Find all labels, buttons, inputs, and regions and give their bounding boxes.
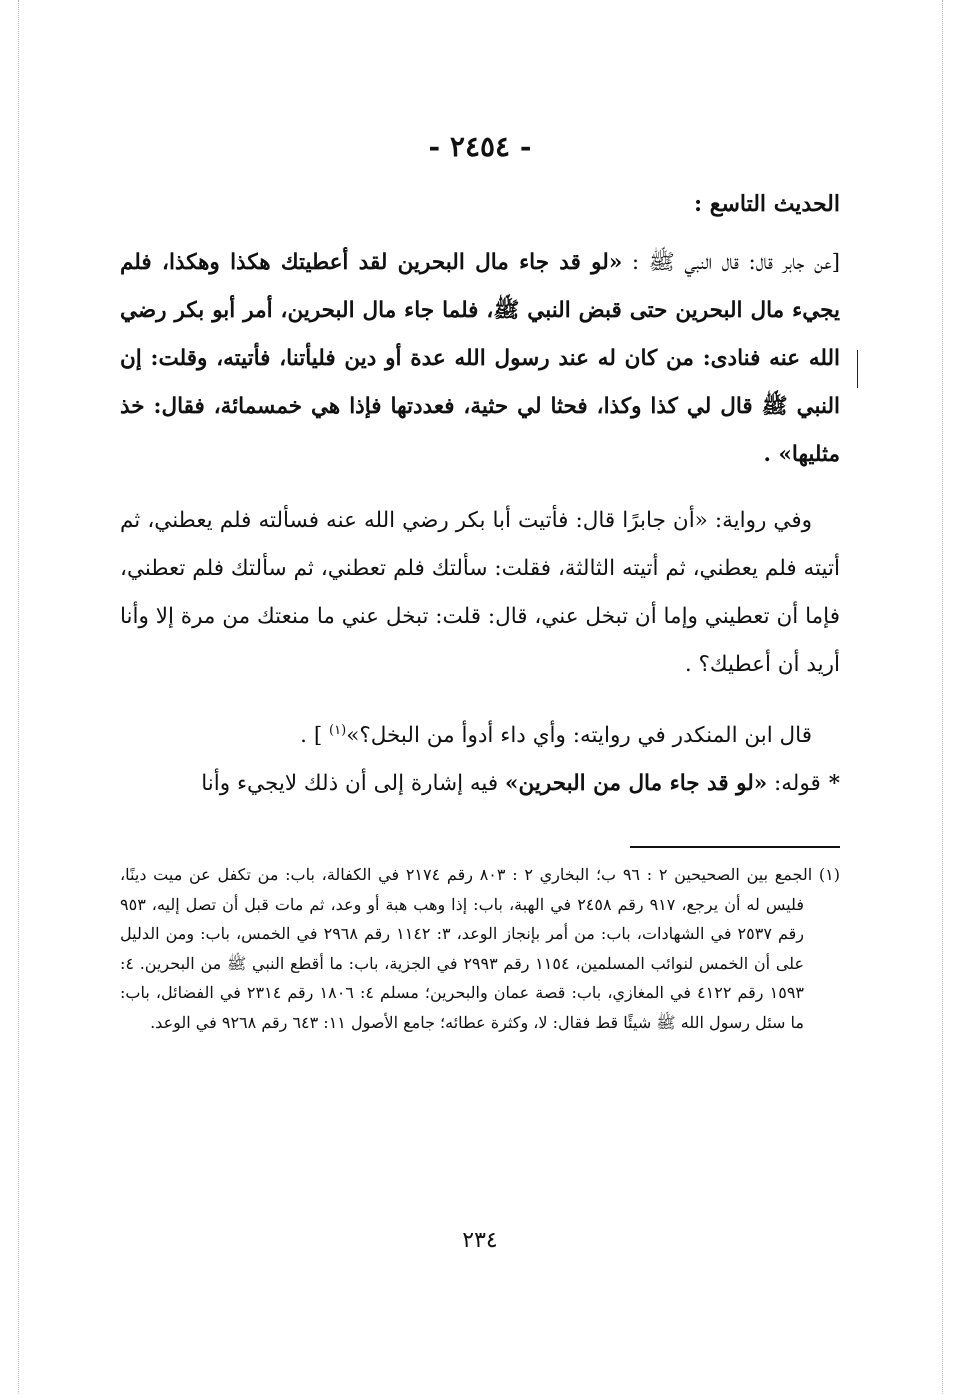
commentary-rest: فيه إشارة إلى أن ذلك لايجيء وأنا bbox=[201, 771, 506, 797]
hadith-text bbox=[120, 239, 840, 479]
riwaya-text: وفي رواية: «أن جابرًا قال: فأتيت أبا بكر رضي الله عنه فسألته فلم يعطني، ثم أتيته فلم يعطني، ثم أتيته الثالثة، فقلت: سألتك فلم تعطني، ثم سألتك فلم تعطني، فإما أن تعطيني وإما أن تبخل عني، قال: قلت: تبخل عني ما منعتك من مرة إلا وأنا أريد أن أعطيك؟ . bbox=[120, 508, 840, 677]
footnote-divider bbox=[630, 846, 840, 848]
hadith-intro: [عن جابر قال: قال النبي ﷺ : bbox=[622, 250, 840, 275]
asterisk-icon: * bbox=[828, 771, 840, 797]
footnote-reference[interactable]: (١) bbox=[329, 723, 347, 738]
ibn-munkadir-text bbox=[120, 707, 840, 760]
section-title: الحديث التاسع : bbox=[693, 191, 840, 217]
book-page bbox=[120, 130, 840, 1290]
ibn-munkadir-quote: قال ابن المنكدر في روايته: وأي داء أدوأ من البخل؟» bbox=[346, 723, 812, 749]
scan-dotted-line-left bbox=[18, 0, 19, 1394]
page-number: ٢٣٤ bbox=[462, 1228, 498, 1253]
commentary-text bbox=[120, 760, 840, 808]
scan-dotted-line-right bbox=[942, 0, 943, 1394]
hadith-quote: «لو قد جاء مال البحرين لقد أعطيتك هكذا وهكذا، فلم يجيء مال البحرين حتى قبض النبي ﷺ، فلما جاء مال البحرين، أمر أبو بكر رضي الله عنه فنادى: من كان له عند رسول الله عدة أو دين فليأتنا، فأتيته، وقلت: إن النبي ﷺ قال لي كذا وكذا، فحثا لي حثية، فعددتها فإذا هي خمسمائة، فقال: خذ مثليها» . bbox=[120, 250, 840, 467]
footnote: (١) الجمع بين الصحيحين ٢ : ٩٦ ب؛ البخاري ٢ : ٨٠٣ رقم ٢١٧٤ في الكفالة، باب: من تكفل عن ميت دينًا، فليس له أن يرجع، ٩١٧ رقم ٢٤٥٨ في الهبة، باب: إذا وهب هبة أو وعد، ثم مات قبل أن تصل إليه، ٩٥٣ رقم ٢٥٣٧ في الشهادات، باب: من أمر بإنجاز الوعد، ٣: ١١٤٢ رقم ٢٩٦٨ في الخمس، باب: ومن الدليل على أن الخمس لنوائب المسلمين، ١١٥٤ رقم ٢٩٩٣ في الجزية، باب: ما أقطع النبي ﷺ من البحرين. ٤: ١٥٩٣ رقم ٤١٢٢ في المغازي، باب: قصة عمان والبحرين؛ مسلم ٤: ١٨٠٦ رقم ٢٣١٤ في الفضائل، باب: ما سئل رسول الله ﷺ شيئًا قط فقال: لا، وكثرة عطائه؛ جامع الأصول ١١: ٦٤٣ رقم ٩٢٦٨ في الوعد. bbox=[120, 865, 840, 1032]
commentary-quote: «لو قد جاء مال من البحرين» bbox=[505, 771, 768, 797]
closing-bracket: ] . bbox=[300, 723, 330, 749]
commentary-lead: قوله: bbox=[767, 771, 821, 797]
margin-mark bbox=[857, 350, 858, 388]
hadith-number: - ٢٤٥٤ - bbox=[428, 130, 532, 163]
